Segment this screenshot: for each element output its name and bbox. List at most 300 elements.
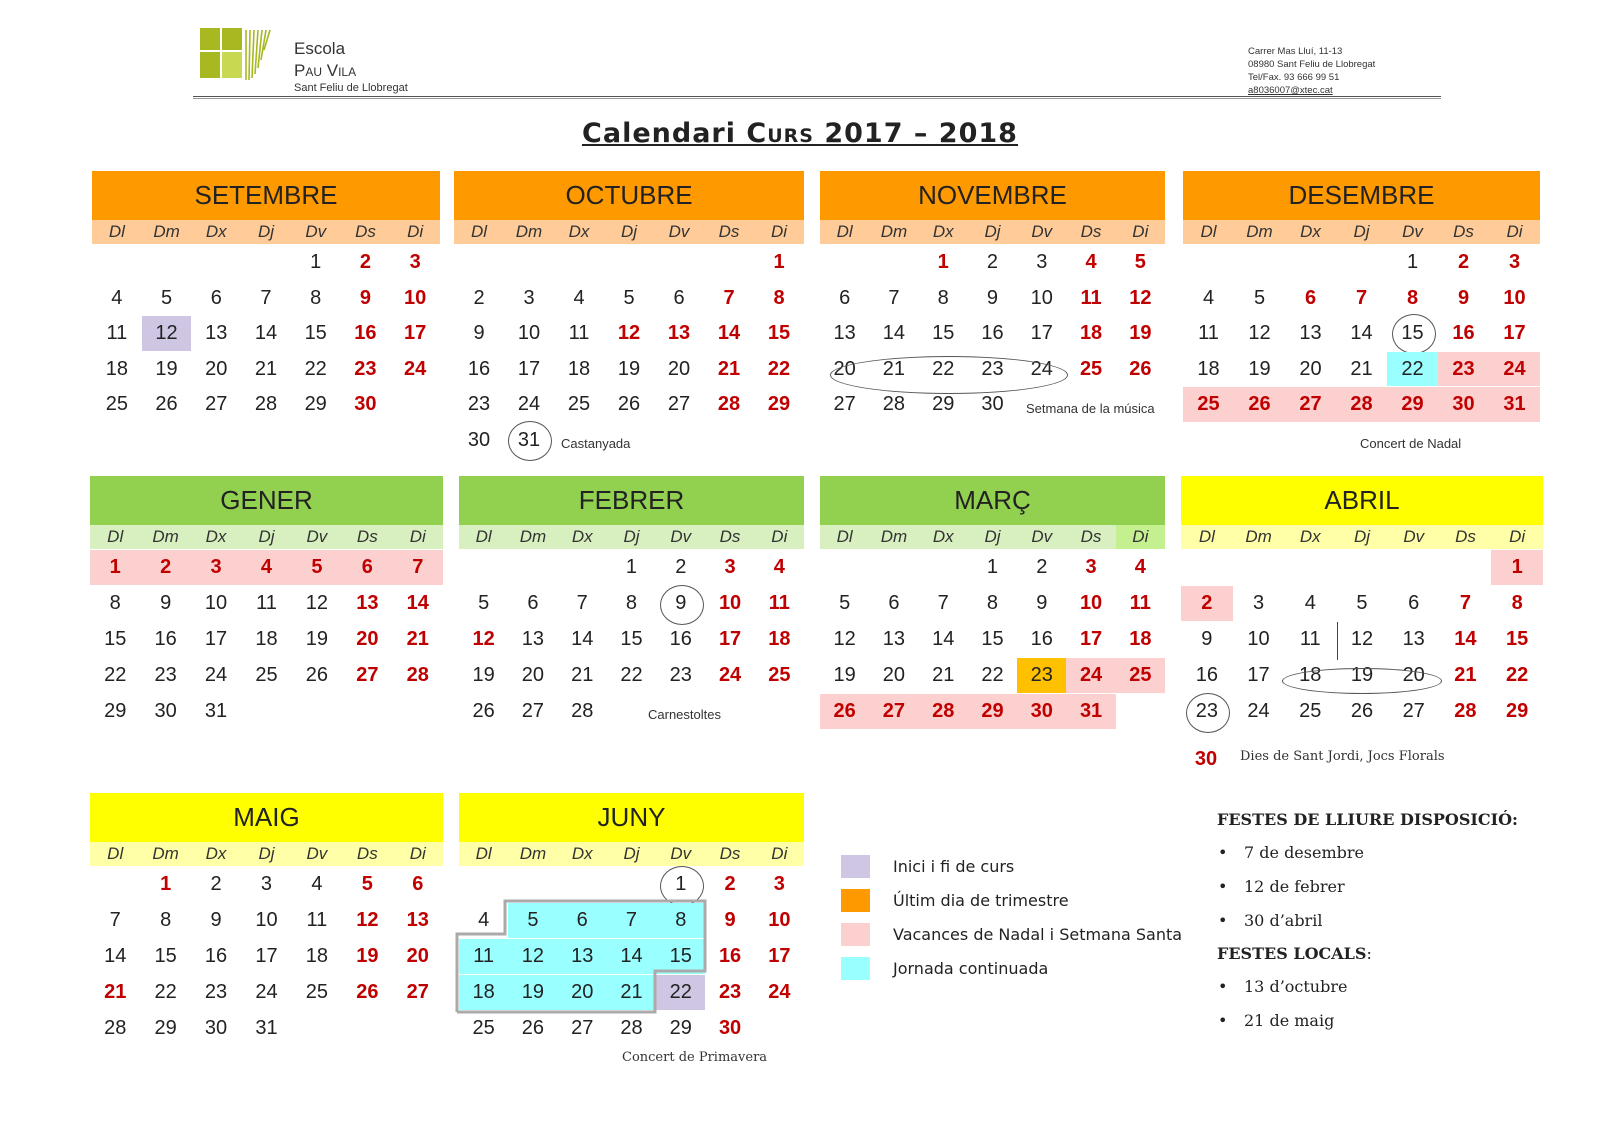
day-cell: 30 [204, 1017, 228, 1039]
day-cell: 11 [1080, 286, 1102, 309]
day-cell: 21 [1454, 664, 1477, 686]
day-cell: 27 [571, 1017, 594, 1039]
day-cell: 26 [472, 700, 495, 722]
day-cell: 2 [359, 251, 371, 273]
weekday-name: Dj [620, 222, 638, 241]
day-cell: 29 [1387, 387, 1438, 422]
day-cell: 18 [105, 357, 128, 380]
day-cell: 26 [617, 393, 641, 415]
weekday-name: Di [409, 844, 426, 863]
day-cell: 29 [104, 700, 127, 722]
day-cell: 14 [1350, 322, 1373, 344]
weekday-name: Dm [153, 222, 180, 241]
month-octubre [454, 171, 804, 457]
day-cell: 3 [191, 550, 241, 585]
day-cell: 18 [1299, 664, 1322, 686]
day-cell: 14 [254, 322, 278, 344]
weekday-name: Dl [107, 844, 124, 863]
day-cell: 7 [393, 550, 443, 585]
weekday-name: Dm [1246, 222, 1273, 241]
day-cell: 6 [1408, 592, 1420, 614]
school-name-line1: Escola [294, 39, 346, 58]
day-cell: 19 [508, 975, 557, 1010]
weekday-name: Dx [205, 527, 227, 546]
day-cell: 18 [1129, 628, 1152, 650]
header-divider [193, 96, 1441, 99]
weekday-name: Dm [152, 527, 179, 546]
day-cell: 23 [669, 664, 692, 686]
day-cell: 24 [1247, 700, 1270, 722]
weekday-name: Ds [1453, 222, 1474, 241]
day-cell: 23 [1181, 694, 1233, 729]
weekday-name: Ds [718, 222, 740, 241]
day-cell: 18 [1197, 357, 1220, 380]
day-cell: 31 [1489, 387, 1540, 422]
day-cell: 26 [356, 981, 379, 1003]
day-cell: 16 [1030, 628, 1053, 650]
weekday-name: Ds [719, 527, 741, 546]
day-cell: 19 [472, 664, 495, 686]
day-cell: 10 [1030, 286, 1053, 309]
day-cell: 10 [404, 286, 427, 309]
day-cell: 9 [724, 909, 736, 931]
day-cell: 8 [310, 286, 322, 309]
day-cell: 15 [104, 628, 127, 650]
day-cell: 25 [305, 981, 329, 1003]
days-grid [454, 244, 804, 457]
day-cell: 5 [1253, 286, 1266, 309]
weekday-name: Di [407, 222, 424, 241]
day-cell: 15 [656, 939, 705, 974]
month-title: NOVEMBRE [820, 171, 1165, 220]
weekday-name: Ds [355, 222, 376, 241]
day-cell: 3 [260, 873, 273, 895]
legend-label: Inici i fi de curs [893, 857, 1015, 876]
day-cell: 22 [767, 357, 791, 380]
divider-mark [1337, 622, 1338, 660]
day-cell: 8 [656, 903, 705, 938]
day-cell: 27 [406, 981, 429, 1003]
note-castanyada: Castanyada [561, 436, 631, 451]
day-cell: 3 [1508, 251, 1521, 273]
day-cell: 23 [1017, 658, 1066, 693]
day-cell: 12 [305, 592, 329, 614]
day-cell: 4 [111, 286, 123, 309]
day-cell: 21 [1350, 357, 1373, 380]
weekday-name: Dm [880, 222, 908, 241]
day-abril-30: 30 [1194, 748, 1218, 770]
day-cell: 10 [255, 909, 278, 931]
day-cell: 9 [1201, 628, 1213, 650]
day-cell: 29 [968, 694, 1017, 729]
day-cell: 11 [1299, 628, 1321, 650]
note-carnestoltes: Carnestoltes [648, 707, 721, 722]
day-cell: 12 [1350, 628, 1374, 650]
day-cell: 2 [210, 873, 222, 895]
day-cell: 12 [142, 316, 192, 351]
day-cell: 26 [820, 694, 869, 729]
day-cell: 25 [567, 393, 591, 415]
day-cell: 2 [1181, 586, 1233, 621]
day-cell: 22 [1506, 664, 1529, 686]
day-cell: 15 [981, 628, 1004, 650]
day-cell: 15 [1506, 628, 1529, 650]
weekday-name: Dl [475, 527, 492, 546]
day-cell: 20 [205, 357, 228, 380]
day-cell: 19 [833, 664, 856, 686]
day-cell: 13 [882, 628, 906, 650]
address-city: 08980 Sant Feliu de Llobregat [1248, 59, 1376, 70]
day-cell: 19 [155, 357, 178, 380]
day-cell: 29 [767, 393, 791, 415]
day-cell: 20 [558, 975, 607, 1010]
day-cell: 15 [1387, 316, 1438, 351]
day-cell: 23 [204, 981, 228, 1003]
day-cell: 20 [356, 628, 379, 650]
school-address [1248, 45, 1375, 97]
weekday-name: Dx [205, 844, 227, 863]
juny-continuous-border [455, 899, 709, 1014]
weekday-name: Dx [568, 222, 590, 241]
festes-locals-title [1217, 944, 1372, 963]
weekday-name: Dj [257, 222, 275, 241]
weekday-name: Dv [670, 844, 692, 863]
day-cell: 30 [154, 700, 177, 722]
day-cell: 15 [154, 945, 177, 967]
day-cell: 17 [1079, 628, 1103, 650]
weekday-header [90, 842, 443, 866]
month-marc [820, 476, 1165, 729]
day-cell: 9 [1036, 592, 1048, 614]
day-cell: 7 [607, 903, 656, 938]
days-grid [1181, 549, 1543, 765]
day-cell: 10 [204, 592, 228, 614]
day-cell: 28 [104, 1017, 127, 1039]
day-cell: 6 [839, 286, 851, 309]
day-cell: 17 [255, 945, 278, 967]
day-cell: 20 [667, 357, 691, 380]
day-cell: 8 [937, 286, 949, 309]
day-cell: 21 [882, 357, 906, 380]
weekday-name: Dv [1031, 222, 1053, 241]
day-cell: 6 [412, 873, 424, 895]
day-cell: 8 [1511, 592, 1523, 614]
day-cell: 29 [932, 393, 955, 415]
weekday-name: Dx [571, 527, 593, 546]
day-cell: 18 [1079, 322, 1103, 344]
day-cell: 4 [1304, 592, 1316, 614]
day-cell: 15 [620, 628, 643, 650]
days-grid [820, 549, 1165, 729]
day-cell: 2 [140, 550, 190, 585]
day-cell: 24 [255, 981, 278, 1003]
day-cell: 13 [1299, 322, 1322, 344]
day-cell: 8 [160, 909, 172, 931]
day-cell: 11 [568, 322, 590, 344]
day-cell: 1 [986, 556, 999, 578]
weekday-header [820, 525, 1165, 549]
day-cell: 21 [254, 357, 278, 380]
day-cell: 14 [607, 939, 656, 974]
day-cell: 20 [882, 664, 906, 686]
day-cell: 16 [718, 945, 742, 967]
day-cell: 29 [669, 1017, 692, 1039]
day-cell: 18 [459, 975, 508, 1010]
day-cell: 16 [154, 628, 177, 650]
weekday-name: Dx [205, 222, 227, 241]
note-sant-jordi: Dies de Sant Jordi, Jocs Florals [1240, 749, 1445, 764]
day-cell: 27 [1285, 387, 1336, 422]
weekday-header [92, 220, 440, 244]
day-cell: 18 [255, 628, 278, 650]
day-cell: 21 [717, 357, 741, 380]
day-cell: 19 [617, 357, 641, 380]
day-cell: 16 [981, 322, 1004, 344]
day-cell: 9 [986, 286, 999, 309]
month-title: FEBRER [459, 476, 804, 525]
day-cell: 14 [717, 322, 741, 344]
day-cell: 3 [409, 251, 421, 273]
weekday-name: Dl [836, 222, 853, 241]
day-cell: 29 [1506, 700, 1529, 722]
day-cell: 24 [1066, 658, 1115, 693]
day-cell: 24 [768, 981, 791, 1003]
day-cell: 28 [406, 664, 429, 686]
note-concert-nadal: Concert de Nadal [1360, 436, 1462, 451]
day-cell: 15 [932, 322, 955, 344]
day-cell: 30 [1017, 694, 1066, 729]
day-cell: 31 [255, 1017, 278, 1039]
day-cell: 19 [1350, 664, 1374, 686]
address-street: Carrer Mas Lluí, 11-13 [1248, 46, 1343, 57]
day-cell: 22 [932, 357, 955, 380]
day-cell: 20 [521, 664, 545, 686]
day-cell: 12 [833, 628, 856, 650]
weekday-name: Di [1116, 525, 1165, 549]
day-cell: 22 [1387, 352, 1438, 387]
day-cell: 24 [517, 393, 541, 415]
month-desembre [1183, 171, 1540, 422]
day-cell: 8 [986, 592, 999, 614]
weekday-name: Dv [1031, 527, 1053, 546]
day-cell: 19 [356, 945, 379, 967]
festa-lliure-2: • 12 de febrer [1244, 877, 1345, 896]
day-cell: 6 [342, 550, 392, 585]
weekday-name: Dl [1198, 527, 1215, 546]
day-cell: 9 [1457, 286, 1470, 309]
weekday-name: Dx [571, 844, 593, 863]
day-cell: 21 [406, 628, 429, 650]
day-cell: 28 [919, 694, 968, 729]
weekday-name: Dx [1300, 222, 1321, 241]
day-cell: 1 [90, 550, 140, 585]
day-cell: 27 [521, 700, 545, 722]
day-cell: 22 [656, 975, 705, 1010]
day-cell: 14 [932, 628, 955, 650]
day-cell: 7 [937, 592, 949, 614]
day-cell: 3 [1085, 556, 1097, 578]
day-cell: 3 [523, 286, 535, 309]
day-cell: 28 [571, 700, 594, 722]
day-cell: 20 [1299, 357, 1322, 380]
day-cell: 31 [204, 700, 228, 722]
weekday-name: Dv [1403, 527, 1425, 546]
address-phone: Tel/Fax. 93 666 99 51 [1248, 72, 1340, 83]
weekday-name: Di [1506, 222, 1523, 241]
day-cell: 7 [576, 592, 588, 614]
day-cell: 13 [558, 939, 607, 974]
weekday-name: Dx [932, 222, 954, 241]
day-cell: 1 [1491, 550, 1543, 585]
day-cell: 4 [1134, 556, 1146, 578]
weekday-header [1183, 220, 1540, 244]
day-cell: 22 [304, 357, 327, 380]
month-title: OCTUBRE [454, 171, 804, 220]
day-cell: 6 [888, 592, 900, 614]
weekday-name: Dj [623, 527, 640, 546]
day-cell: 30 [718, 1017, 742, 1039]
school-name-line2: Pau Vila [294, 61, 357, 80]
weekday-header [1181, 525, 1543, 549]
day-cell: 11 [1198, 322, 1219, 344]
day-cell: 5 [1134, 251, 1146, 273]
weekday-name: Dv [306, 527, 328, 546]
day-cell: 13 [1402, 628, 1425, 650]
day-cell: 20 [1402, 664, 1425, 686]
day-cell: 4 [241, 550, 291, 585]
weekday-header [90, 525, 443, 549]
day-cell: 3 [773, 873, 785, 895]
school-city: Sant Feliu de Llobregat [294, 82, 408, 94]
weekday-name: Dx [932, 527, 954, 546]
day-cell: 23 [154, 664, 177, 686]
day-cell: 23 [354, 357, 377, 380]
weekday-name: Dm [1245, 527, 1272, 546]
day-cell: 25 [768, 664, 791, 686]
day-cell: 25 [1183, 387, 1234, 422]
day-cell: 21 [571, 664, 594, 686]
day-cell: 19 [305, 628, 329, 650]
day-cell: 21 [607, 975, 656, 1010]
day-cell: 30 [981, 393, 1004, 415]
weekday-header [459, 842, 804, 866]
weekday-name: Di [1132, 222, 1149, 241]
festa-local-1: • 13 d’octubre [1244, 977, 1347, 996]
day-cell: 10 [1503, 286, 1526, 309]
day-cell: 11 [459, 939, 508, 974]
weekday-name: Dv [668, 222, 690, 241]
weekday-name: Dj [258, 527, 275, 546]
weekday-name: Ds [356, 844, 378, 863]
day-cell: 15 [304, 322, 327, 344]
days-grid [820, 244, 1165, 422]
weekday-name: Dj [258, 844, 275, 863]
day-cell: 28 [1336, 387, 1387, 422]
day-cell: 22 [104, 664, 127, 686]
day-cell: 25 [1116, 658, 1165, 693]
day-cell: 25 [105, 393, 128, 415]
day-cell: 20 [406, 945, 429, 967]
weekday-name: Ds [1455, 527, 1476, 546]
festes-lliure-title: FESTES DE LLIURE DISPOSICIÓ: [1217, 810, 1518, 829]
weekday-name: Dv [670, 527, 692, 546]
day-cell: 24 [718, 664, 742, 686]
legend-label: Últim dia de trimestre [893, 891, 1069, 910]
weekday-name: Di [1509, 527, 1526, 546]
month-gener [90, 476, 443, 729]
day-cell: 27 [205, 393, 228, 415]
weekday-name: Di [771, 527, 788, 546]
day-cell: 26 [521, 1017, 545, 1039]
day-cell: 31 [504, 423, 554, 458]
day-cell: 24 [1030, 357, 1053, 380]
month-title: DESEMBRE [1183, 171, 1540, 220]
day-cell: 16 [1452, 322, 1475, 344]
day-cell: 26 [155, 393, 178, 415]
page-title [0, 118, 1600, 149]
day-cell: 7 [723, 286, 735, 309]
day-cell: 7 [1459, 592, 1471, 614]
month-title: JUNY [459, 793, 804, 842]
day-cell: 30 [1438, 387, 1489, 422]
day-cell: 28 [1454, 700, 1477, 722]
day-cell: 13 [833, 322, 856, 344]
weekday-name: Dm [515, 222, 543, 241]
day-cell: 14 [882, 322, 906, 344]
weekday-header [459, 525, 804, 549]
day-cell: 20 [833, 357, 856, 380]
day-cell: 28 [620, 1017, 643, 1039]
day-cell: 1 [625, 556, 638, 578]
day-cell: 25 [472, 1017, 495, 1039]
legend-label: Jornada continuada [893, 959, 1049, 978]
day-cell: 27 [1402, 700, 1425, 722]
day-cell: 28 [882, 393, 906, 415]
address-email[interactable]: a8036007@xtec.cat [1248, 85, 1333, 96]
weekday-name: Ds [1080, 527, 1102, 546]
day-cell: 16 [354, 322, 377, 344]
day-cell: 18 [305, 945, 329, 967]
day-cell: 10 [718, 592, 742, 614]
day-cell: 2 [986, 251, 999, 273]
weekday-name: Dj [1353, 527, 1371, 546]
day-cell: 30 [467, 428, 491, 451]
festa-local-2: • 21 de maig [1244, 1011, 1334, 1030]
day-cell: 1 [310, 251, 322, 273]
day-cell: 28 [717, 393, 741, 415]
day-cell: 3 [1036, 251, 1048, 273]
days-grid [1183, 244, 1540, 422]
day-cell: 27 [356, 664, 379, 686]
weekday-name: Dv [305, 222, 327, 241]
day-cell: 5 [508, 903, 557, 938]
weekday-name: Dj [984, 527, 1001, 546]
day-cell: 16 [669, 628, 692, 650]
day-cell: 9 [160, 592, 172, 614]
day-cell: 19 [1129, 322, 1152, 344]
day-cell: 1 [160, 873, 172, 895]
month-title: SETEMBRE [92, 171, 440, 220]
day-cell: 8 [625, 592, 638, 614]
day-cell: 4 [311, 873, 323, 895]
weekday-name: Dj [623, 844, 640, 863]
day-cell: 4 [773, 556, 785, 578]
legend-swatch [841, 889, 870, 912]
weekday-name: Dj [1353, 222, 1370, 241]
day-cell: 12 [1129, 286, 1152, 309]
weekday-name: Di [771, 844, 788, 863]
day-cell: 27 [667, 393, 691, 415]
